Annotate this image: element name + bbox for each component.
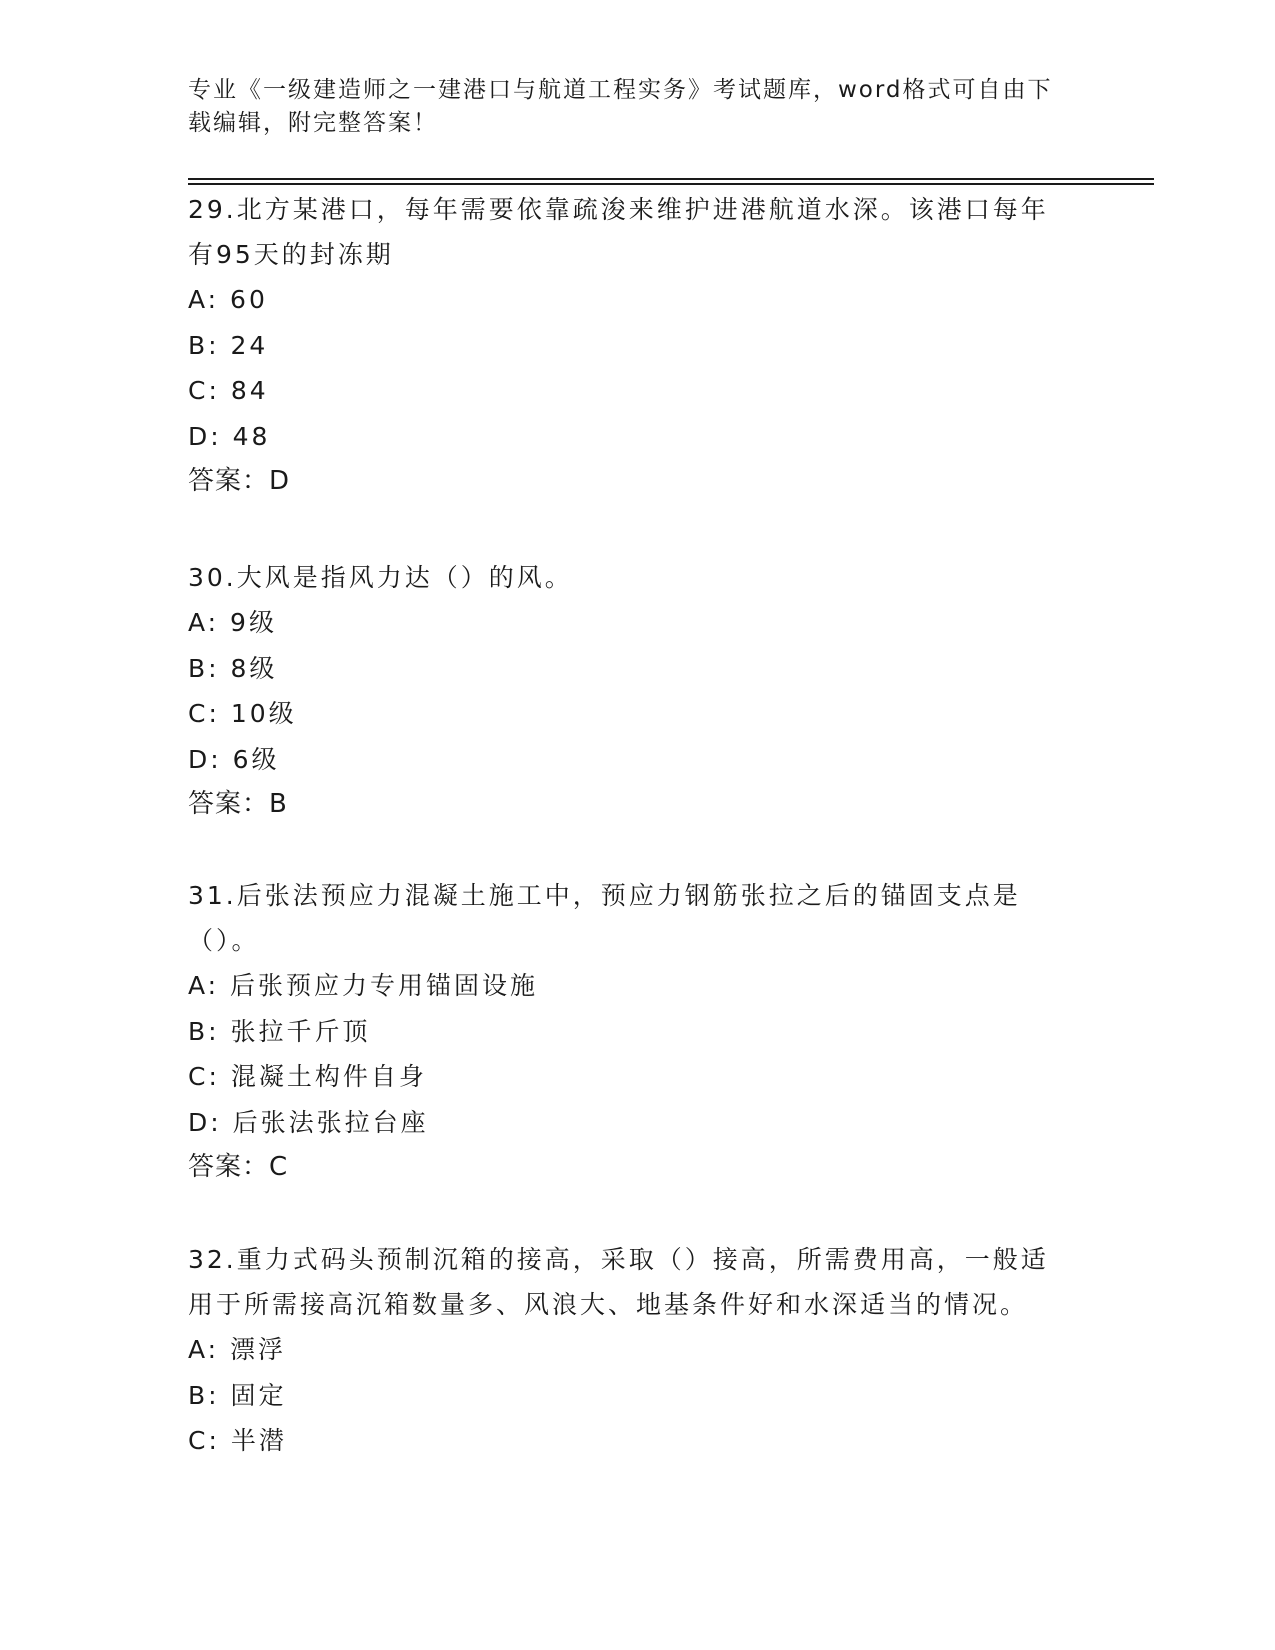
answer: 答案：C — [188, 1152, 289, 1182]
question-32 — [188, 1237, 1068, 1464]
question-29 — [188, 187, 1068, 504]
option-d: D: 48 — [188, 421, 271, 451]
question-31 — [188, 873, 1068, 1190]
question-stem: 29.北方某港口，每年需要依靠疏浚来维护进港航道水深。该港口每年有95天的封冻期 — [188, 195, 1049, 269]
question-stem: 32.重力式码头预制沉箱的接高，采取（）接高，所需费用高，一般适用于所需接高沉箱数量多、风浪大、地基条件好和水深适当的情况。 — [188, 1245, 1049, 1319]
question-stem: 31.后张法预应力混凝土施工中，预应力钢筋张拉之后的锚固支点是（）。 — [188, 881, 1021, 955]
option-a: A: 后张预应力专用锚固设施 — [188, 971, 539, 1000]
question-30 — [188, 555, 1068, 827]
option-b: B: 固定 — [188, 1380, 287, 1410]
answer: 答案：B — [188, 789, 288, 819]
document-intro: 专业《一级建造师之一建港口与航道工程实务》考试题库，word格式可自由下载编辑，附完整答案！ — [188, 77, 1053, 136]
question-stem: 30.大风是指风力达（）的风。 — [188, 563, 573, 592]
option-a: A: 漂浮 — [188, 1335, 287, 1364]
option-c: C: 混凝土构件自身 — [188, 1062, 427, 1091]
option-b: B: 24 — [188, 330, 269, 360]
option-c: C: 10级 — [188, 699, 297, 728]
option-c: C: 半潜 — [188, 1426, 287, 1455]
answer: 答案：D — [188, 466, 291, 496]
header-divider-bottom — [188, 183, 1154, 185]
option-b: B: 张拉千斤顶 — [188, 1016, 371, 1046]
option-a: A: 60 — [188, 285, 268, 314]
option-b: B: 8级 — [188, 653, 278, 683]
option-d: D: 6级 — [188, 744, 280, 774]
option-c: C: 84 — [188, 376, 269, 405]
option-a: A: 9级 — [188, 608, 277, 637]
option-d: D: 后张法张拉台座 — [188, 1107, 429, 1137]
header-divider-top — [188, 178, 1154, 180]
